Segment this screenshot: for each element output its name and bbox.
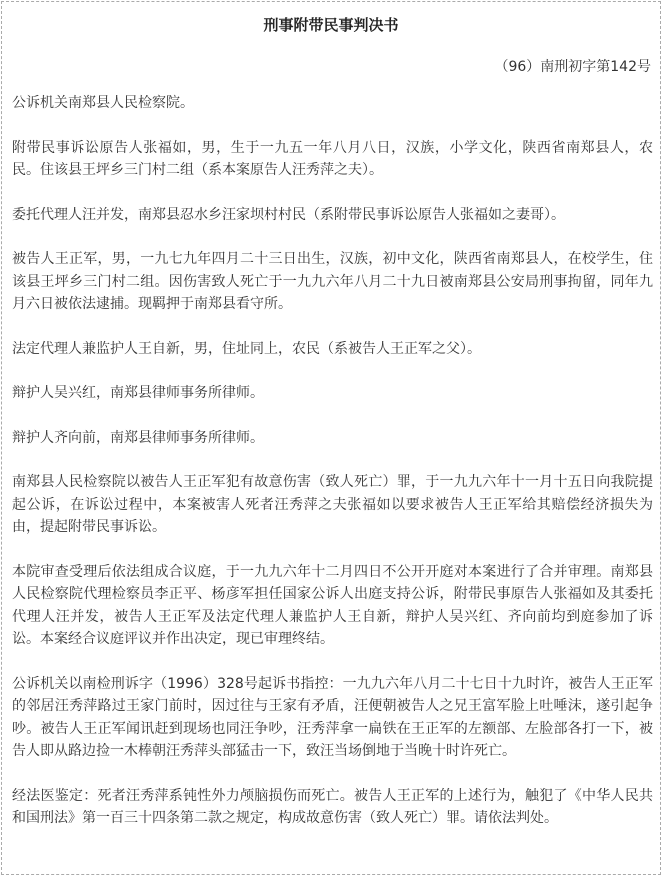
paragraph-legal-guardian: 法定代理人兼监护人王自新，男，住址同上，农民（系被告人王正军之父）。 bbox=[12, 340, 481, 357]
paragraph-defendant: 被告人王正军，男，一九七九年四月二十三日出生，汉族，初中文化，陕西省南郑县人，在校学生，住该县王坪乡三门村二组。因伤害致人死亡于一九九六年八月二十九日被南郑县公安局刑事拘留，同年九月六日被依法逮捕。现羁押于南郑县看守所。 bbox=[12, 251, 653, 312]
case-number: （96）南刑初字第142号 bbox=[494, 59, 651, 75]
document-frame bbox=[1, 1, 661, 875]
document-body bbox=[2, 92, 660, 830]
paragraph-defender-2: 辩护人齐向前，南郑县律师事务所律师。 bbox=[12, 429, 264, 446]
document-title: 刑事附带民事判决书 bbox=[263, 16, 399, 34]
paragraph-trial: 本院审查受理后依法组成合议庭，于一九九六年十二月四日不公开开庭对本案进行了合并审理。南郑县人民检察院代理检察员李正平、杨彦军担任国家公诉人出庭支持公诉，附带民事原告人张福如及其委托代理人汪并发，被告人王正军及法定代理人兼监护人王自新，辩护人吴兴红、齐向前均到庭参加了诉讼。本案经合议庭评议并作出决定，现已审理终结。 bbox=[12, 563, 653, 647]
paragraph-civil-plaintiff: 附带民事诉讼原告人张福如，男，生于一九五一年八月八日，汉族，小学文化，陕西省南郑县人，农民。住该县王坪乡三门村二组（系本案原告人汪秀萍之夫）。 bbox=[12, 139, 653, 178]
paragraph-prosecution-filed: 南郑县人民检察院以被告人王正军犯有故意伤害（致人死亡）罪，于一九九六年十一月十五日向我院提起公诉，在诉讼过程中，本案被害人死者汪秀萍之夫张福如以要求被告人王正军给其赔偿经济损失为由，提起附带民事诉讼。 bbox=[12, 474, 653, 535]
paragraph-forensic: 经法医鉴定：死者汪秀萍系钝性外力颅脑损伤而死亡。被告人王正军的上述行为，触犯了《中华人民共和国刑法》第一百三十四条第二款之规定，构成故意伤害（致人死亡）罪。请依法判处。 bbox=[12, 787, 653, 826]
paragraph-indictment: 公诉机关以南检刑诉字（1996）328号起诉书指控：一九九六年八月二十七日十九时许，被告人王正军的邻居汪秀萍路过王家门前时，因过往与王家有矛盾，汪便朝被告人之兄王富军脸上吐唾沫，遂引起争吵。被告人王正军闻讯赶到现场也同汪争吵，汪秀萍拿一扁铁在王正军的左额部、左脸部各打一下，被告人即从路边捡一木棒朝汪秀萍头部猛击一下，致汪当场倒地于当晚十时许死亡。 bbox=[12, 675, 653, 759]
paragraph-prosecutor: 公诉机关南郑县人民检察院。 bbox=[12, 95, 194, 111]
paragraph-agent: 委托代理人汪并发，南郑县忍水乡汪家坝村村民（系附带民事诉讼原告人张福如之妻哥）。 bbox=[12, 206, 565, 223]
paragraph-defender-1: 辩护人吴兴红，南郑县律师事务所律师。 bbox=[12, 385, 264, 401]
